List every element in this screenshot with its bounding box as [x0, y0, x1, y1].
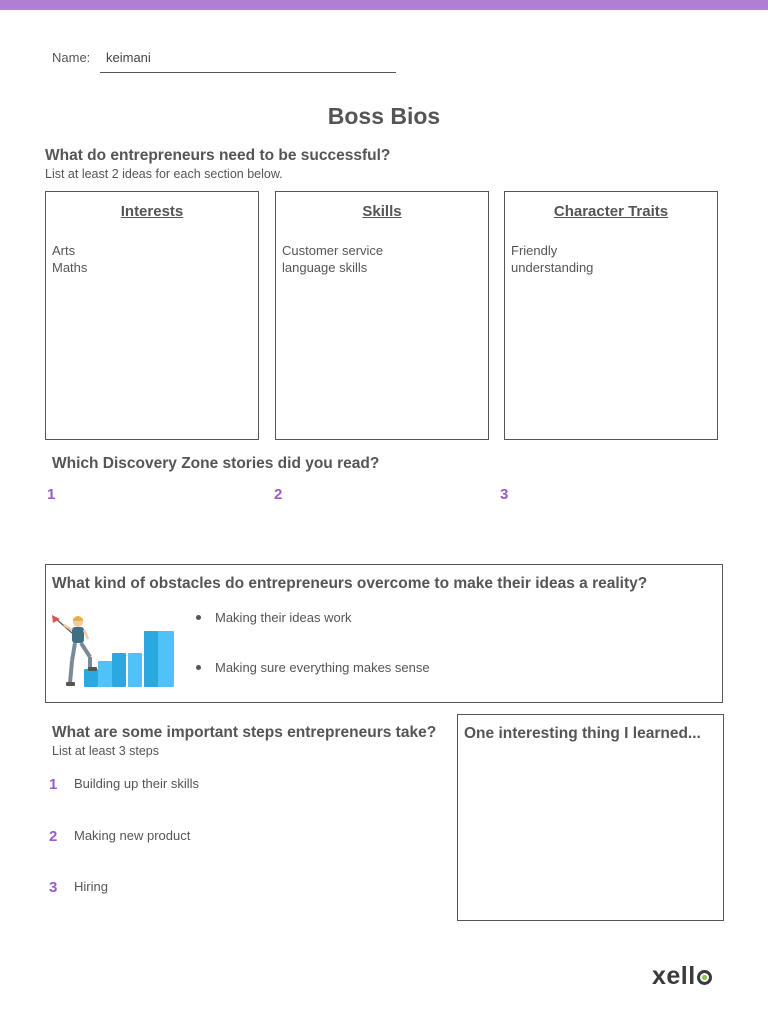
story-number-3: 3 — [500, 486, 509, 503]
question-success-subtitle: List at least 2 ideas for each section below. — [45, 167, 283, 181]
interests-heading: Interests — [120, 203, 184, 220]
obstacle-item — [196, 610, 352, 625]
character-traits-item: Friendly — [511, 243, 558, 258]
character-traits-heading: Character Traits — [553, 203, 669, 220]
interests-item: Maths — [52, 260, 88, 275]
interests-list — [52, 242, 87, 276]
skills-item: language skills — [282, 260, 368, 275]
learned-box[interactable] — [457, 714, 724, 921]
skills-heading: Skills — [362, 203, 402, 220]
logo-text: xell — [652, 962, 696, 990]
skills-list — [282, 242, 383, 276]
logo-o-icon — [697, 970, 712, 985]
climbing-steps-illustration — [50, 613, 176, 689]
step-text[interactable]: Making new product — [74, 828, 191, 843]
obstacle-text: Making their ideas work — [215, 610, 352, 625]
question-steps-subtitle: List at least 3 steps — [52, 744, 160, 758]
bullet-icon — [196, 615, 201, 620]
character-traits-item: understanding — [511, 260, 594, 275]
character-traits-list — [511, 242, 593, 276]
story-number-1: 1 — [47, 486, 56, 503]
bullet-icon — [196, 665, 201, 670]
step-text[interactable]: Building up their skills — [74, 776, 200, 791]
question-stories: Which Discovery Zone stories did you read? — [52, 455, 380, 472]
character-traits-box[interactable] — [504, 191, 718, 440]
step-text[interactable]: Hiring — [74, 879, 108, 894]
skills-box[interactable] — [275, 191, 489, 440]
name-underline — [100, 72, 396, 73]
learned-heading: One interesting thing I learned... — [464, 725, 701, 742]
interests-item: Arts — [52, 243, 76, 258]
name-label: Name: — [52, 50, 91, 65]
step-number: 3 — [49, 879, 58, 896]
obstacle-text: Making sure everything makes sense — [215, 660, 430, 675]
xello-logo — [652, 962, 712, 991]
story-number-2: 2 — [274, 486, 283, 503]
top-accent-bar — [0, 0, 768, 10]
interests-box[interactable] — [45, 191, 259, 440]
step-number: 1 — [49, 776, 58, 793]
name-field[interactable]: keimani — [106, 50, 151, 65]
question-obstacles: What kind of obstacles do entrepreneurs overcome to make their ideas a reality? — [52, 575, 648, 592]
page-title: Boss Bios — [327, 103, 441, 129]
obstacle-item — [196, 660, 430, 675]
obstacles-box[interactable] — [45, 564, 723, 703]
question-steps: What are some important steps entrepreneurs take? — [52, 724, 437, 741]
skills-item: Customer service — [282, 243, 384, 258]
question-success: What do entrepreneurs need to be successful? — [45, 147, 391, 164]
step-number: 2 — [49, 828, 58, 845]
